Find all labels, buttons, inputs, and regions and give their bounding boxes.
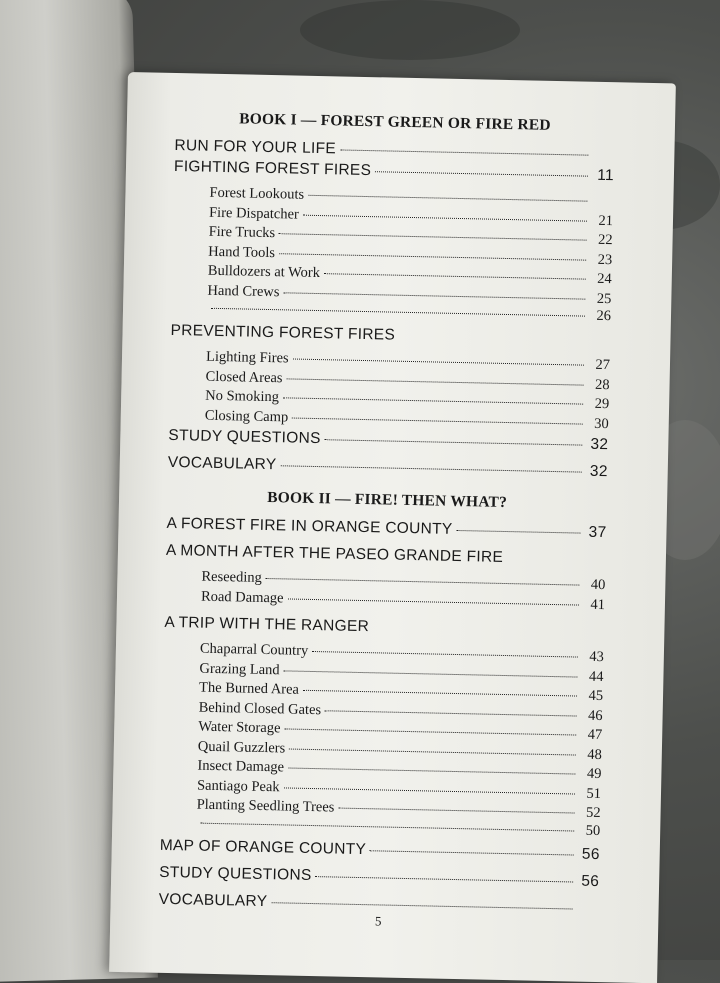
toc-entry-month-after: A MONTH AFTER THE PASEO GRANDE FIRE — [165, 541, 504, 566]
toc-entry-run-for-your-life: RUN FOR YOUR LIFE — [174, 135, 614, 165]
toc-entry-fighting-forest-fires: FIGHTING FOREST FIRES 11 — [173, 157, 615, 185]
toc-subentry: No Smoking 29 — [205, 387, 610, 413]
toc-subentry: Quail Guzzlers 48 — [197, 738, 602, 763]
toc-subentry: Hand Tools 23 — [208, 243, 613, 268]
toc-entry-forest-fire-orange-county: A FOREST FIRE IN ORANGE COUNTY 37 — [166, 514, 607, 542]
stone-texture — [300, 0, 520, 60]
table-of-contents — [158, 109, 615, 929]
toc-subentry: Water Storage 47 — [198, 718, 603, 744]
toc-subentry: Santiago Peak 51 — [196, 777, 602, 802]
toc-subentry: Fire Trucks 22 — [208, 223, 613, 249]
toc-subentry: Closing Camp 30 — [204, 407, 609, 432]
toc-subentry: Closed Areas 28 — [205, 368, 610, 393]
toc-entry-vocabulary: VOCABULARY 32 — [167, 453, 608, 481]
toc-subentry: Lighting Fires 27 — [205, 348, 611, 374]
toc-entry-study-questions-2: STUDY QUESTIONS 56 — [159, 863, 600, 890]
toc-subentry: Grazing Land 44 — [199, 660, 604, 685]
toc-subentry: 50 — [160, 814, 600, 837]
toc-subentry: Hand Crews 25 — [207, 282, 612, 307]
toc-entry-trip-with-ranger: A TRIP WITH THE RANGER — [164, 613, 370, 636]
toc-subentry: Chaparral Country 43 — [199, 640, 605, 666]
toc-subentry: Road Damage 41 — [200, 588, 606, 613]
toc-subentry: Behind Closed Gates 46 — [198, 699, 603, 724]
toc-entry-vocabulary-2: VOCABULARY — [158, 888, 598, 918]
toc-subentry: The Burned Area 45 — [198, 679, 604, 705]
toc-subentry: Bulldozers at Work 24 — [207, 262, 612, 288]
toc-entry-study-questions: STUDY QUESTIONS 32 — [168, 426, 609, 454]
book-2-title: BOOK II — FIRE! THEN WHAT? — [266, 489, 508, 512]
toc-subentry: Reseeding 40 — [201, 568, 606, 594]
toc-entry-preventing-forest-fires: PREVENTING FOREST FIRES — [170, 321, 396, 344]
book-1-title: BOOK I — FOREST GREEN OR FIRE RED — [239, 110, 551, 134]
toc-entry-map-of-orange-county: MAP OF ORANGE COUNTY 56 — [159, 836, 600, 863]
toc-subentry: Insect Damage 49 — [197, 757, 602, 783]
contents-page — [109, 72, 676, 983]
toc-subentry: Fire Dispatcher 21 — [208, 204, 614, 229]
toc-subentry: 26 — [171, 300, 611, 323]
toc-subentry: Forest Lookouts — [173, 183, 613, 212]
page-number: 5 — [374, 913, 382, 929]
toc-subentry: Planting Seedling Trees 52 — [196, 796, 601, 822]
